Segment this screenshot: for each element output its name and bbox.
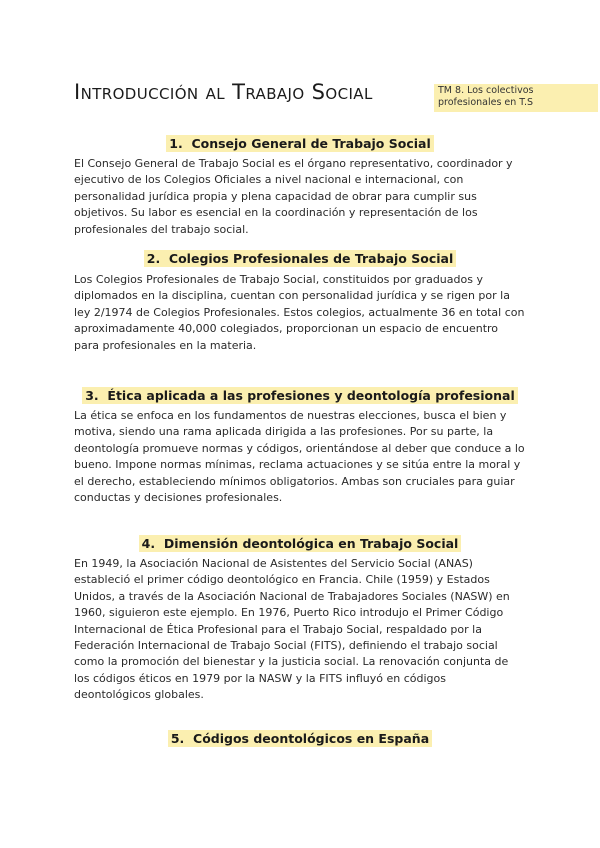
section-title: Consejo General de Trabajo Social <box>191 136 431 151</box>
section-heading-2 <box>0 251 600 266</box>
section-paragraph-1: El Consejo General de Trabajo Social es el órgano representativo, coordinador y ejecutivo de los Colegios Oficiales a nivel nacional e internacional, con personalidad jurídica propia y plena capacidad de obrar para cumplir sus objetivos. Su labor es esencial en la coordinación y representación de los profesionales del trabajo social. <box>74 157 513 236</box>
section-number: 3. <box>85 388 99 403</box>
section-number: 2. <box>146 251 161 266</box>
section-heading-5 <box>0 731 600 746</box>
section-number: 1. <box>169 136 183 151</box>
topic-tag-line1: TM 8. Los colectivos <box>438 85 534 96</box>
topic-tag <box>434 84 598 112</box>
section-heading-1 <box>0 136 600 151</box>
section-number: 4. <box>141 536 156 551</box>
topic-tag-line2: profesionales en T.S <box>438 97 534 108</box>
section-paragraph-3: La ética se enfoca en los fundamentos de nuestras elecciones, busca el bien y motiva, siendo una rama aplicada dirigida a las profesiones. Por su parte, la deontología promueve normas y códigos, orientándose al deber que conduce a lo bueno. Impone normas mínimas, reclama actuaciones y se sitúa entre la moral y el derecho, estableciendo mínimos obligatorios. Ambas son cruciales para guiar conductas y decisiones profesionales. <box>74 409 525 505</box>
document-title: Introducción al Trabajo Social <box>74 80 373 104</box>
section-heading-3 <box>0 388 600 403</box>
section-title: Códigos deontológicos en España <box>193 731 430 746</box>
section-title: Dimensión deontológica en Trabajo Social <box>163 536 459 551</box>
section-title: Ética aplicada a las profesiones y deontología profesional <box>107 388 515 403</box>
section-number: 5. <box>170 731 185 746</box>
section-paragraph-4: En 1949, la Asociación Nacional de Asistentes del Servicio Social (ANAS) estableció el primer código deontológico en Francia. Chile (1959) y Estados Unidos, a través de la Asociación Nacional de Trabajadores Sociales (NASW) en 1960, siguieron este ejemplo. En 1976, Puerto Rico introdujo el Primer Código Internacional de Ética Profesional para el Trabajo Social, respaldado por la Federación Internacional de Trabajo Social (FITS), definiendo el trabajo social como la promoción del bienestar y la justicia social. La renovación conjunta de los códigos éticos en 1979 por la NASW y la FITS influyó en códigos deontológicos globales. <box>74 557 510 702</box>
section-heading-4 <box>0 536 600 551</box>
section-title: Colegios Profesionales de Trabajo Social <box>168 251 454 266</box>
section-paragraph-2: Los Colegios Profesionales de Trabajo Social, constituidos por graduados y diplomados en la disciplina, cuentan con personalidad jurídica y se rigen por la ley 2/1974 de Colegios Profesionales. Estos colegios, actualmente 36 en total con aproximadamente 40,000 colegiados, proporcionan un espacio de encuentro para profesionales en la materia. <box>74 273 525 352</box>
